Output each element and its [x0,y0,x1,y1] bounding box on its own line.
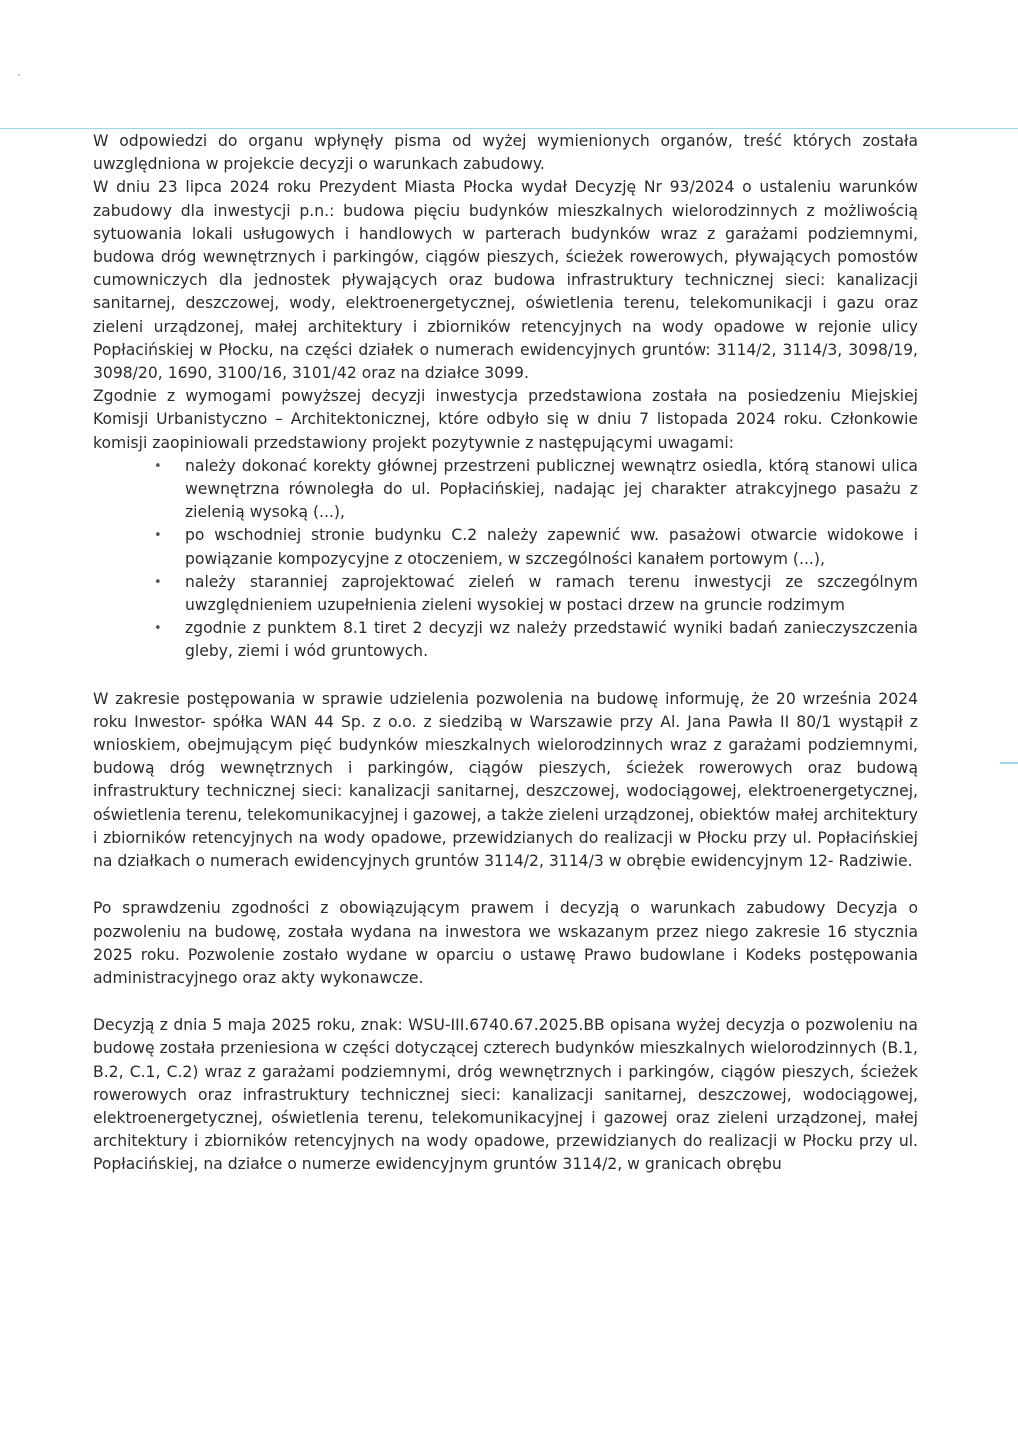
paragraph-commission-meeting: Zgodnie z wymogami powyższej decyzji inwestycja przedstawiona została na posiedzeniu Miejskiej Komisji Urbanistyczno – Architektonicznej, które odbyło się w dniu 7 listopada 2024 roku. Członkowie komisji zaopiniowali przedstawiony projekt pozytywnie z następującymi uwagami: [93,387,918,452]
scan-speck [18,74,20,76]
list-item: • po wschodniej stronie budynku C.2 należy zapewnić ww. pasażowi otwarcie widokowe i powiązanie kompozycyjne z otoczeniem, w szczególności kanałem portowym (...), [185,524,918,570]
list-item: • zgodnie z punktem 8.1 tiret 2 decyzji wz należy przedstawić wyniki badań zanieczyszczenia gleby, ziemi i wód gruntowych. [185,617,918,663]
paragraph-permit-issued: Po sprawdzeniu zgodności z obowiązującym prawem i decyzją o warunkach zabudowy Decyzja o pozwoleniu na budowę, została wydana na inwestora we wskazanym przez niego zakresie 16 stycznia 2025 roku. Pozwolenie zostało wydane w oparciu o ustawę Prawo budowlane i Kodeks postępowania administracyjnego oraz akty wykonawcze. [93,899,918,987]
document-body [93,130,918,1177]
paragraph-gap [93,873,918,897]
commission-remarks-list [93,455,918,664]
paragraph-permit-request: W zakresie postępowania w sprawie udzielenia pozwolenia na budowę informuję, że 20 września 2024 roku Inwestor- spółka WAN 44 Sp. z o.o. z siedzibą w Warszawie przy Al. Jana Pawła II 80/1 wystąpił z wnioskiem, obejmującym pięć budynków mieszkalnych wielorodzinnych wraz z garażami podziemnymi, budową dróg wewnętrznych i parkingów, ciągów pieszych, ścieżek rowerowych oraz budową infrastruktury technicznej sieci: kanalizacji sanitarnej, deszczowej, wodociągowej, elektroenergetycznej, oświetlenia terenu, telekomunikacyjnej i gazowej, a także zieleni urządzonej, obiektów małej architektury i zbiorników retencyjnych na wody opadowe, przewidzianych do realizacji w Płocku przy ul. Popłacińskiej na działkach o numerach ewidencyjnych gruntów 3114/2, 3114/3 w obrębie ewidencyjnym 12- Radziwie. [93,689,918,871]
scan-top-line [0,128,1018,129]
paragraph-permit-transfer: Decyzją z dnia 5 maja 2025 roku, znak: WSU-III.6740.67.2025.BB opisana wyżej decyzja o pozwoleniu na budowę została przeniesiona w części dotyczącej czterech budynków mieszkalnych wielorodzinnych (B.1, B.2, C.1, C.2) wraz z garażami podziemnymi, dróg wewnętrznych i parkingów, ciągów pieszych, ścieżek rowerowych oraz infrastruktury technicznej sieci: kanalizacji sanitarnej, deszczowej, wodociągowej, elektroenergetycznej, oświetlenia terenu, telekomunikacyjnej i gazowej oraz zieleni urządzonej, małej architektury i zbiorników retencyjnych na wody opadowe, przewidzianych do realizacji w Płocku przy ul. Popłacińskiej, na działce o numerze ewidencyjnym gruntów 3114/2, w granicach obrębu [93,1016,918,1174]
paragraph-gap [93,664,918,688]
paragraph-letters-received: W odpowiedzi do organu wpłynęły pisma od wyżej wymienionych organów, treść których została uwzględniona w projekcie decyzji o warunkach zabudowy. [93,132,918,174]
paragraph-zoning-decision: W dniu 23 lipca 2024 roku Prezydent Miasta Płocka wydał Decyzję Nr 93/2024 o ustaleniu warunków zabudowy dla inwestycji p.n.: budowa pięciu budynków mieszkalnych wielorodzinnych z możliwością sytuowania lokali usługowych i handlowych w parterach budynków wraz z garażami podziemnymi, budowa dróg wewnętrznych i parkingów, ciągów pieszych, ścieżek rowerowych, pływających pomostów cumowniczych dla jednostek pływających oraz budowa infrastruktury technicznej sieci: kanalizacji sanitarnej, deszczowej, wody, elektroenergetycznej, oświetlenia terenu, telekomunikacji i gazu oraz zieleni urządzonej, małej architektury i zbiorników retencyjnych na wody opadowe w rejonie ulicy Popłacińskiej w Płocku, na części działek o numerach ewidencyjnych gruntów: 3114/2, 3114/3, 3098/19, 3098/20, 1690, 3100/16, 3101/42 oraz na działce 3099. [93,178,918,383]
paragraph-gap [93,990,918,1014]
list-item: • należy staranniej zaprojektować zieleń w ramach terenu inwestycji ze szczególnym uwzględnieniem uzupełnienia zieleni wysokiej w postaci drzew na gruncie rodzimym [185,571,918,617]
list-item: • należy dokonać korekty głównej przestrzeni publicznej wewnątrz osiedla, którą stanowi ulica wewnętrzna równoległa do ul. Popłacińskiej, nadając jej charakter atrakcyjnego pasażu z zielenią wysoką (...), [185,455,918,525]
scan-right-mark [1000,762,1018,764]
